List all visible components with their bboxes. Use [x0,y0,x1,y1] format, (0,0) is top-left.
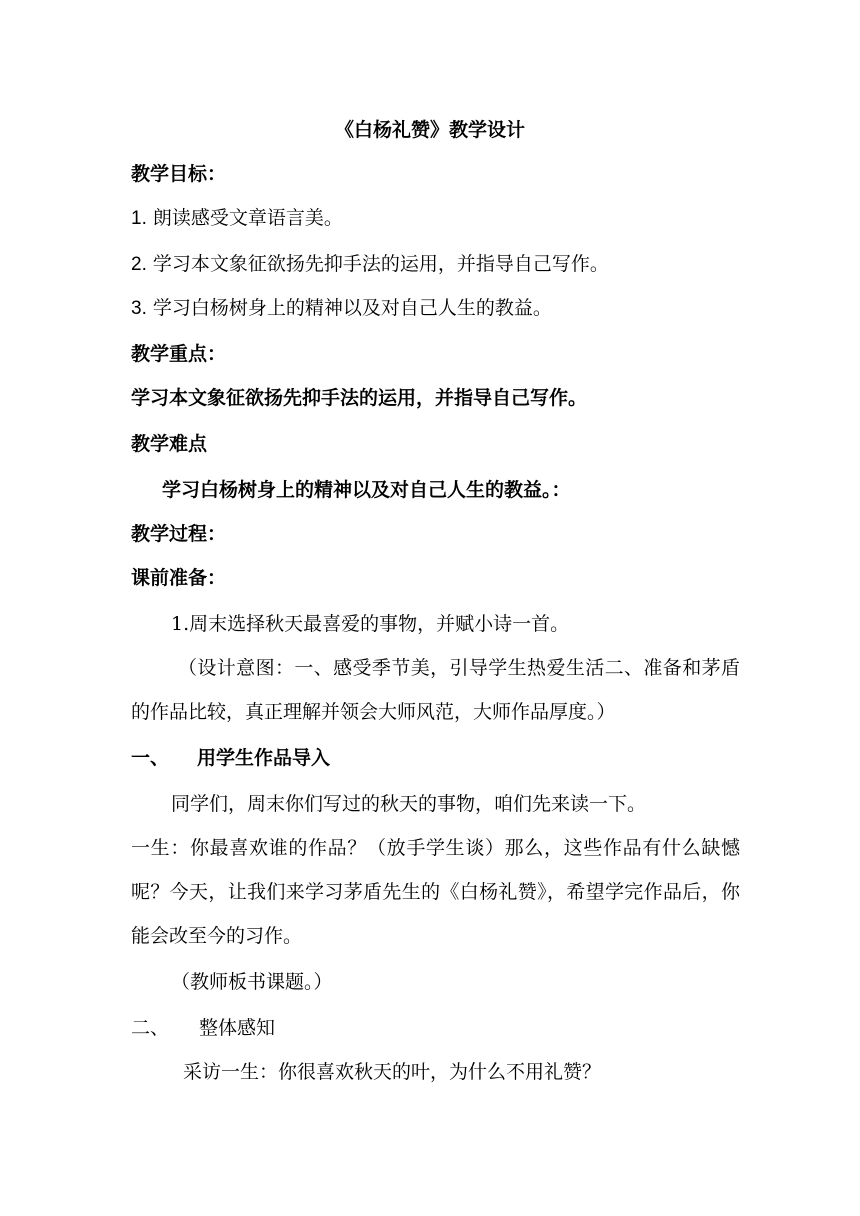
part2-number: 二、 [131,1017,170,1039]
difficulty-text: 学习白杨树身上的精神以及对自己人生的教益。： [162,479,571,501]
prep-item: 1.周末选择秋天最喜爱的事物，并赋小诗一首。 [171,613,570,635]
goal-item-1 [131,206,740,231]
part1-note: （教师板书课题。） [171,971,333,993]
goal-number: 3. [131,298,147,319]
goal-item-3 [131,296,740,321]
part2-heading-line [131,1016,740,1040]
part1-number: 一、 [131,747,170,769]
part2-heading: 整体感知 [199,1017,276,1039]
document-title: 《白杨礼赞》教学设计 [334,119,525,141]
part1-paragraph-1: 同学们，周末你们写过的秋天的事物，咱们先来读一下。 [171,793,647,815]
goal-text: 学习本文象征欲扬先抑手法的运用，并指导自己写作。 [152,253,609,275]
key-text: 学习本文象征欲扬先抑手法的运用，并指导自己写作。 [131,387,588,409]
difficulty-heading: 教学难点 [131,433,208,455]
goal-text: 学习白杨树身上的精神以及对自己人生的教益。 [152,297,552,319]
design-intent: （设计意图：一、感受季节美，引导学生热爱生活二、准备和茅盾的作品比较，真正理解并领会大师风范，大师作品厚度。） [131,657,740,723]
part2-paragraph-1: 采访一生：你很喜欢秋天的叶，为什么不用礼赞？ [183,1061,602,1083]
prep-heading: 课前准备： [131,567,227,589]
key-heading: 教学重点： [131,343,227,365]
goal-item-2 [131,252,740,277]
part1-heading: 用学生作品导入 [197,747,331,769]
goal-text: 朗读感受文章语言美。 [152,207,343,229]
goals-heading: 教学目标： [131,163,227,185]
part1-heading-line [131,746,740,770]
process-heading: 教学过程： [131,523,227,545]
goal-number: 2. [131,254,147,275]
part1-paragraph-2: 一生：你最喜欢谁的作品？（放手学生谈）那么，这些作品有什么缺憾呢？今天，让我们来学习茅盾先生的《白杨礼赞》，希望学完作品后，你能会改至今的习作。 [131,837,740,947]
goal-number: 1. [131,208,147,229]
